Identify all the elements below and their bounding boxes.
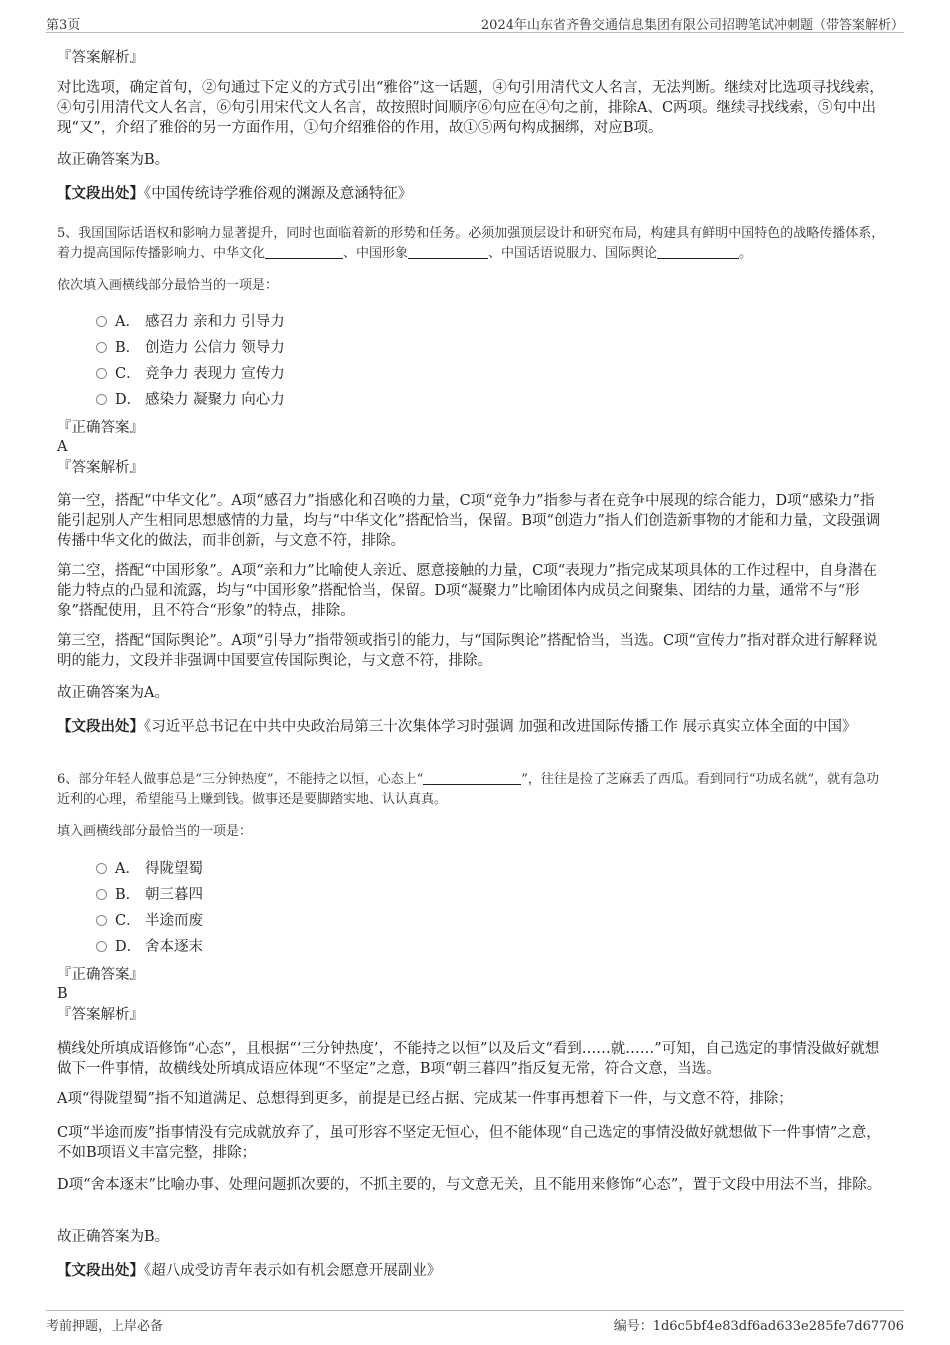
q5-analysis-3: 第三空，搭配“国际舆论”。A项“引导力”指带领或指引的能力，与“国际舆论”搭配恰当，当选。C项“宣传力”指对群众进行解释说明的能力，文段并非强调中国要宣传国际舆论，与文意不符，排除。 xyxy=(57,633,878,669)
radio-icon[interactable] xyxy=(96,342,107,353)
radio-icon[interactable] xyxy=(96,394,107,405)
q5-text-b: 、中国形象 xyxy=(343,246,409,261)
option-letter: B． xyxy=(115,887,141,903)
option-letter: C． xyxy=(115,913,141,929)
option-text: 朝三暮四 xyxy=(145,887,203,903)
prev-analysis-text: 对比选项，确定首句，②句通过下定义的方式引出“雅俗”这一话题，④句引用清代文人名言，无法判断。继续对比选项寻找线索，④句引用清代文人名言，⑥句引用宋代文人名言，故按照时间顺序⑥句应在④句之前，排除A、C两项。继续寻找线索，⑤句中出现“又”，介绍了雅俗的另一方面作用，①句介绍雅俗的作用，故①⑤两句构成捆绑，对应B项。 xyxy=(57,80,884,136)
q6-blank xyxy=(423,770,521,785)
option-letter: D． xyxy=(115,939,142,955)
radio-icon[interactable] xyxy=(96,316,107,327)
radio-icon[interactable] xyxy=(96,863,107,874)
q5-analysis-1: 第一空，搭配“中华文化”。A项“感召力”指感化和召唤的力量，C项“竞争力”指参与者在竞争中展现的综合能力，D项“感染力”指能引起别人产生相同思想感情的力量，均与“中华文化”搭配恰当，保留。B项“创造力”指人们创造新事物的才能和力量，文段强调传播中华文化的做法，而非创新，与文意不符，排除。 xyxy=(57,493,881,549)
option-text: 创造力 公信力 领导力 xyxy=(145,340,285,356)
q6-analysis-1: 横线处所填成语修饰“心态”，且根据“‘三分钟热度’，不能持之以恒”以及后文“看到……就……”可知，自己选定的事情没做好就想做下一件事情，故横线处所填成语应体现“不坚定”之意，B项“朝三暮四”指反复无常，符合文意，当选。 xyxy=(57,1041,880,1077)
source-label: 【文段出处】 xyxy=(57,1262,144,1279)
option-text: 竞争力 表现力 宣传力 xyxy=(145,366,285,382)
q5-blank-1 xyxy=(265,244,343,259)
prev-analysis-label: 『答案解析』 xyxy=(57,50,144,66)
q5-option-a[interactable] xyxy=(96,312,285,332)
q6-answer: B xyxy=(57,986,68,1002)
q5-answer-label: 『正确答案』 xyxy=(57,420,144,436)
option-text: 得陇望蜀 xyxy=(145,861,203,877)
source-text: 《中国传统诗学雅俗观的渊源及意涵特征》 xyxy=(144,186,413,202)
question-6-stem xyxy=(57,770,888,810)
q5-blank-3 xyxy=(657,244,739,259)
option-text: 舍本逐末 xyxy=(145,939,203,955)
q6-text-b: ”，往往是捡了芝麻丢了西瓜。看到同行“功成名就”，就有急功近利的心理，希望能马上赚到钱。做事还是要脚踏实地、认认真真。 xyxy=(57,772,880,807)
page-number: 第3页 xyxy=(46,18,81,33)
option-letter: B． xyxy=(115,340,141,356)
option-text: 感召力 亲和力 引导力 xyxy=(145,314,285,330)
source-text: 《超八成受访青年表示如有机会愿意开展副业》 xyxy=(144,1263,442,1279)
option-letter: C． xyxy=(115,366,141,382)
radio-icon[interactable] xyxy=(96,915,107,926)
q5-option-d[interactable] xyxy=(96,390,285,410)
document-title: 2024年山东省齐鲁交通信息集团有限公司招聘笔试冲刺题（带答案解析） xyxy=(480,18,904,33)
q5-prompt: 依次填入画横线部分最恰当的一项是： xyxy=(57,278,279,293)
radio-icon[interactable] xyxy=(96,368,107,379)
radio-icon[interactable] xyxy=(96,941,107,952)
q6-source xyxy=(57,1261,888,1281)
q6-text-a: 6、部分年轻人做事总是“三分钟热度”，不能持之以恒，心态上“ xyxy=(57,772,424,787)
q5-option-b[interactable] xyxy=(96,338,285,358)
source-text: 《习近平总书记在中共中央政治局第三十次集体学习时强调 加强和改进国际传播工作 展示真实立体全面的中国》 xyxy=(144,719,857,735)
q6-option-a[interactable] xyxy=(96,859,203,879)
q6-analysis-4: D项“舍本逐末”比喻办事、处理问题抓次要的，不抓主要的，与文意无关，且不能用来修饰“心态”，置于文段中用法不当，排除。 xyxy=(57,1177,882,1193)
prev-conclusion: 故正确答案为B。 xyxy=(57,152,170,168)
option-letter: A． xyxy=(115,314,140,330)
q6-option-b[interactable] xyxy=(96,885,203,905)
q5-option-c[interactable] xyxy=(96,364,285,384)
source-label: 【文段出处】 xyxy=(57,718,144,735)
page-footer xyxy=(46,1310,904,1334)
q5-blank-2 xyxy=(408,244,488,259)
q5-text-a: 5、我国国际话语权和影响力显著提升，同时也面临着新的形势和任务。必须加强顶层设计和研究布局，构建具有鲜明中国特色的战略传播体系，着力提高国际传播影响力、中华文化 xyxy=(57,226,885,261)
q5-text-d: 。 xyxy=(739,246,753,261)
q5-analysis-label: 『答案解析』 xyxy=(57,460,144,476)
q5-text-c: 、中国话语说服力、国际舆论 xyxy=(488,246,658,261)
q5-answer: A xyxy=(57,439,68,455)
q6-conclusion: 故正确答案为B。 xyxy=(57,1229,170,1245)
option-letter: D． xyxy=(115,392,142,408)
option-text: 感染力 凝聚力 向心力 xyxy=(145,392,285,408)
option-text: 半途而废 xyxy=(145,913,203,929)
q6-analysis-3: C项“半途而废”指事情没有完成就放弃了，虽可形容不坚定无恒心，但不能体现“自己选定的事情没做好就想做下一件事情”之意，不如B项语义丰富完整，排除； xyxy=(57,1125,881,1161)
question-5-stem xyxy=(57,224,888,264)
radio-icon[interactable] xyxy=(96,889,107,900)
prev-source xyxy=(57,184,888,204)
document-id: 编号：1d6c5bf4e83df6ad633e285fe7d67706 xyxy=(613,1319,904,1334)
q6-answer-label: 『正确答案』 xyxy=(57,967,144,983)
q6-prompt: 填入画横线部分最恰当的一项是： xyxy=(57,824,253,839)
q5-conclusion: 故正确答案为A。 xyxy=(57,685,169,701)
q6-option-d[interactable] xyxy=(96,937,203,957)
footer-slogan: 考前押题，上岸必备 xyxy=(46,1319,164,1334)
q6-analysis-label: 『答案解析』 xyxy=(57,1007,144,1023)
q6-option-c[interactable] xyxy=(96,911,203,931)
q6-analysis-2: A项“得陇望蜀”指不知道满足、总想得到更多，前提是已经占据、完成某一件事再想着下一件，与文意不符，排除； xyxy=(57,1091,793,1107)
source-label: 【文段出处】 xyxy=(57,185,144,202)
q5-source xyxy=(57,717,888,737)
page-header xyxy=(46,12,904,33)
option-letter: A． xyxy=(115,861,140,877)
q5-analysis-2: 第二空，搭配“中国形象”。A项“亲和力”比喻使人亲近、愿意接触的力量，C项“表现力”指完成某项具体的工作过程中，自身潜在能力特点的凸显和流露，均与“中国形象”搭配恰当，保留。D项“凝聚力”比喻团体内成员之间聚集、团结的力量，通常不与“形象”搭配使用，且不符合“形象”的特点，排除。 xyxy=(57,563,878,619)
